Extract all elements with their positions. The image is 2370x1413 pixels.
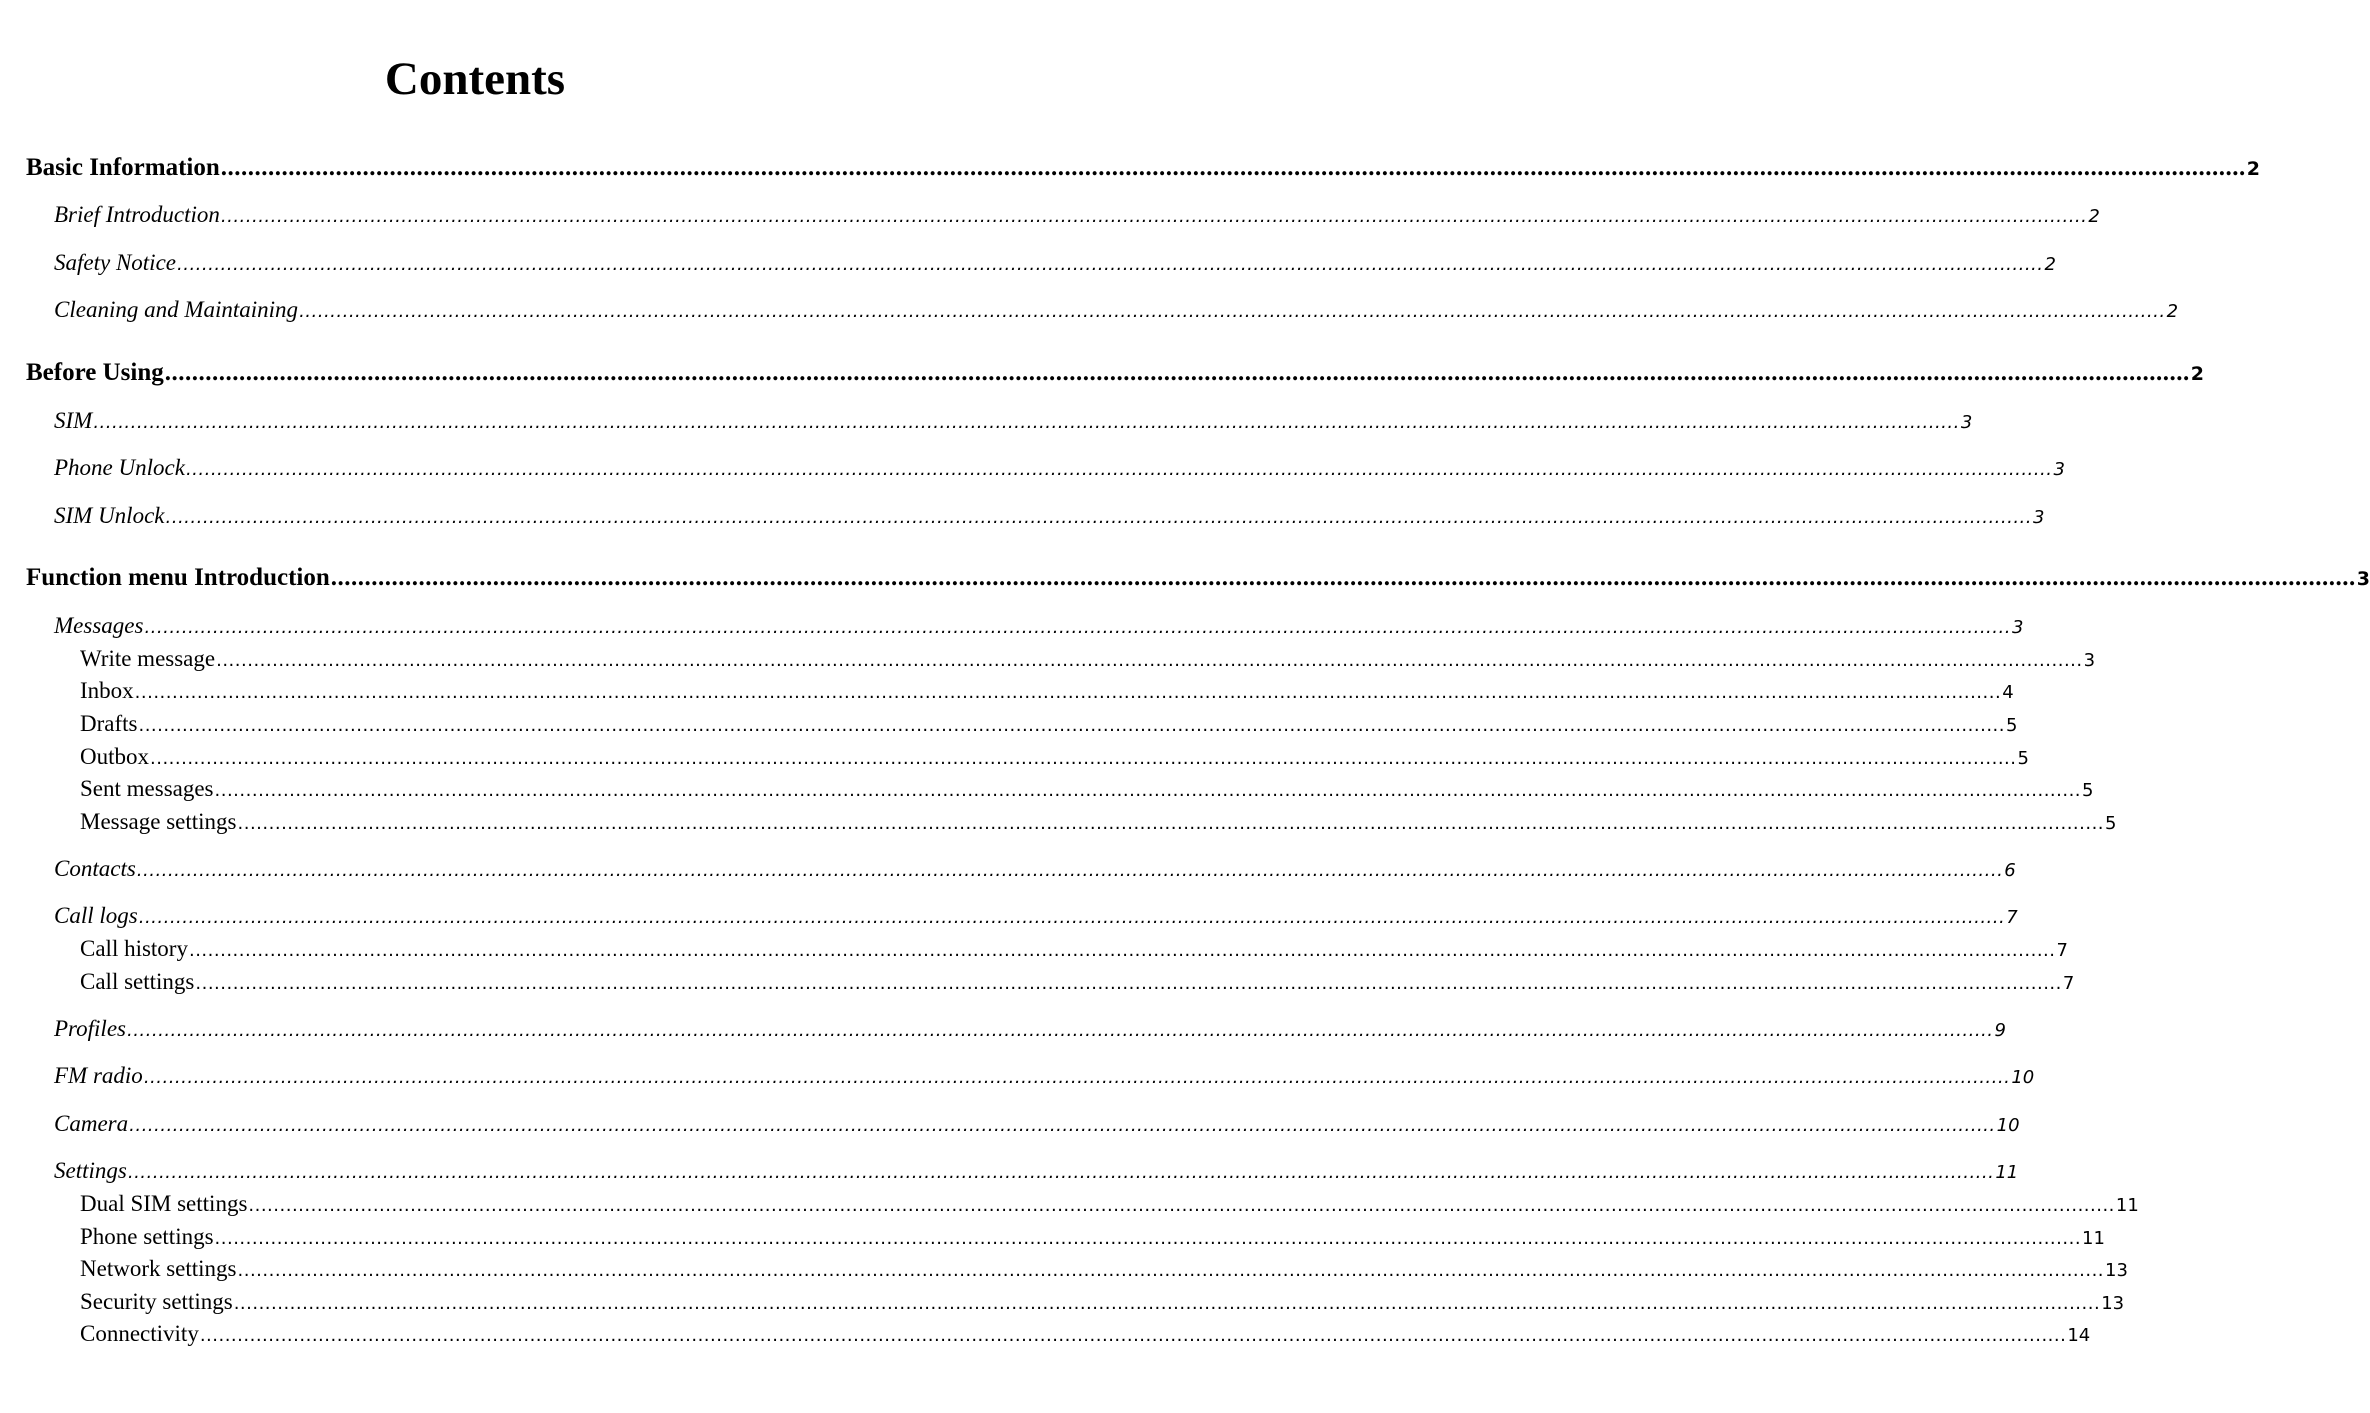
dot-leader: ............................................................................................................................................................................................................................................................................................................: [237, 1260, 2105, 1281]
dot-leader: ............................................................................................................................................................................................................................................................................................................: [237, 813, 2105, 834]
toc-entry-page: 2: [2190, 363, 2204, 385]
toc-entry[interactable]: [54, 903, 2018, 929]
toc-entry-label: Messages: [54, 613, 144, 638]
toc-entry[interactable]: [80, 711, 2018, 737]
toc-entry[interactable]: [54, 250, 2056, 276]
toc-entry-label: Sent messages: [80, 776, 214, 801]
toc-entry-page: 10: [2011, 1067, 2035, 1088]
toc-entry-label: Phone settings: [80, 1224, 214, 1249]
dot-leader: ............................................................................................................................................................................................................................................................................................................: [199, 1325, 2067, 1346]
toc-entry-label: Inbox: [80, 678, 134, 703]
dot-leader: ............................................................................................................................................................................................................................................................................................................: [144, 617, 2011, 638]
toc-entry[interactable]: [26, 359, 2204, 387]
toc-entry-label: Safety Notice: [54, 250, 176, 275]
toc-entry-page: 11: [2115, 1195, 2139, 1216]
dot-leader: ............................................................................................................................................................................................................................................................................................................: [233, 1293, 2101, 1314]
dot-leader: ............................................................................................................................................................................................................................................................................................................: [93, 412, 1960, 433]
toc-entry-page: 3: [2053, 459, 2065, 480]
toc-entry-label: Write message: [80, 646, 216, 671]
dot-leader: ............................................................................................................................................................................................................................................................................................................: [164, 359, 2190, 386]
dot-leader: ............................................................................................................................................................................................................................................................................................................: [330, 564, 2356, 591]
toc-entry[interactable]: [80, 678, 2014, 704]
toc-entry-page: 4: [2002, 682, 2014, 703]
toc-entry[interactable]: [54, 202, 2100, 228]
toc-entry[interactable]: [80, 969, 2075, 995]
toc-entry[interactable]: [54, 1158, 2019, 1184]
toc-entry-label: Security settings: [80, 1289, 233, 1314]
dot-leader: ............................................................................................................................................................................................................................................................................................................: [299, 301, 2166, 322]
toc-entry[interactable]: [54, 503, 2045, 529]
toc-entry-label: Outbox: [80, 744, 149, 769]
toc-entry[interactable]: [54, 408, 1973, 434]
toc-entry-label: Profiles: [54, 1016, 126, 1041]
toc-entry-label: Cleaning and Maintaining: [54, 297, 299, 322]
dot-leader: ............................................................................................................................................................................................................................................................................................................: [220, 206, 2088, 227]
toc-entry-label: FM radio: [54, 1063, 143, 1088]
dot-leader: ............................................................................................................................................................................................................................................................................................................: [136, 860, 2004, 881]
toc-entry-label: Brief Introduction: [54, 202, 220, 227]
toc-entry-page: 3: [1960, 412, 1973, 433]
toc-entry-label: Settings: [54, 1158, 127, 1183]
toc-entry-page: 13: [2105, 1260, 2128, 1281]
toc-entry[interactable]: [80, 646, 2096, 672]
toc-entry[interactable]: [80, 936, 2068, 962]
toc-entry-page: 2: [2044, 254, 2056, 275]
toc-entry-page: 6: [2004, 860, 2016, 881]
toc-entry-page: 11: [2082, 1228, 2105, 1249]
dot-leader: ............................................................................................................................................................................................................................................................................................................: [138, 715, 2005, 736]
toc-entry[interactable]: [54, 297, 2179, 323]
toc-entry[interactable]: [54, 455, 2065, 481]
toc-entry[interactable]: [80, 1289, 2125, 1315]
toc-entry-label: Contacts: [54, 856, 136, 881]
toc-entry-page: 2: [2166, 301, 2179, 322]
dot-leader: ............................................................................................................................................................................................................................................................................................................: [216, 650, 2083, 671]
dot-leader: ............................................................................................................................................................................................................................................................................................................: [143, 1067, 2011, 1088]
toc-entry-label: Phone Unlock: [54, 455, 185, 480]
toc-entry-page: 5: [2006, 715, 2018, 736]
toc-entry[interactable]: [80, 1256, 2128, 1282]
toc-entry-label: Network settings: [80, 1256, 237, 1281]
toc-entry[interactable]: [54, 856, 2016, 882]
dot-leader: ............................................................................................................................................................................................................................................................................................................: [127, 1162, 1995, 1183]
toc-entry[interactable]: [54, 613, 2024, 639]
toc-entry-page: 9: [1994, 1020, 2006, 1041]
toc-entry-label: Call logs: [54, 903, 138, 928]
toc-entry-label: Basic Information: [26, 154, 220, 181]
toc-entry-page: 3: [2011, 617, 2024, 638]
toc-entry-label: Call settings: [80, 969, 195, 994]
page-title: Contents: [384, 53, 566, 105]
toc-entry[interactable]: [80, 1191, 2139, 1217]
toc-entry-page: 5: [2017, 748, 2029, 769]
toc-entry-page: 7: [2056, 940, 2068, 961]
dot-leader: ............................................................................................................................................................................................................................................................................................................: [150, 748, 2017, 769]
toc-entry-label: Before Using: [26, 359, 164, 386]
toc-entry-page: 5: [2082, 780, 2094, 801]
toc-entry-label: Camera: [54, 1111, 129, 1136]
toc-entry[interactable]: [54, 1111, 2020, 1137]
toc-entry-page: 13: [2101, 1293, 2125, 1314]
toc-entry[interactable]: [26, 154, 2260, 182]
toc-entry-label: Message settings: [80, 809, 237, 834]
toc-entry-page: 3: [2033, 507, 2045, 528]
toc-entry-label: Call history: [80, 936, 188, 961]
toc-entry[interactable]: [54, 1016, 2006, 1042]
dot-leader: ............................................................................................................................................................................................................................................................................................................: [165, 507, 2033, 528]
toc-entry[interactable]: [80, 776, 2094, 802]
dot-leader: ............................................................................................................................................................................................................................................................................................................: [214, 1228, 2082, 1249]
toc-entry-page: 11: [1995, 1162, 2019, 1183]
toc-entry[interactable]: [54, 1063, 2035, 1089]
toc-entry-page: 10: [1996, 1115, 2020, 1136]
toc-entry[interactable]: [80, 744, 2029, 770]
toc-entry-page: 5: [2105, 813, 2117, 834]
toc-entry-label: Function menu Introduction: [26, 564, 330, 591]
toc-entry-page: 3: [2083, 650, 2096, 671]
dot-leader: ............................................................................................................................................................................................................................................................................................................: [195, 973, 2062, 994]
dot-leader: ............................................................................................................................................................................................................................................................................................................: [126, 1020, 1994, 1041]
toc-entry[interactable]: [80, 1321, 2091, 1347]
toc-entry-page: 2: [2246, 158, 2260, 180]
toc-entry-label: Connectivity: [80, 1321, 199, 1346]
toc-entry-label: Drafts: [80, 711, 138, 736]
toc-entry-label: Dual SIM settings: [80, 1191, 248, 1216]
dot-leader: ............................................................................................................................................................................................................................................................................................................: [134, 682, 2002, 703]
toc-entry[interactable]: [80, 1224, 2105, 1250]
toc-entry[interactable]: [26, 564, 2370, 592]
dot-leader: ............................................................................................................................................................................................................................................................................................................: [220, 154, 2246, 181]
toc-entry[interactable]: [80, 809, 2117, 835]
dot-leader: ............................................................................................................................................................................................................................................................................................................: [177, 254, 2044, 275]
dot-leader: ............................................................................................................................................................................................................................................................................................................: [185, 459, 2053, 480]
toc-entry-label: SIM Unlock: [54, 503, 165, 528]
dot-leader: ............................................................................................................................................................................................................................................................................................................: [214, 780, 2082, 801]
toc-entry-page: 3: [2356, 568, 2370, 590]
dot-leader: ............................................................................................................................................................................................................................................................................................................: [188, 940, 2056, 961]
dot-leader: ............................................................................................................................................................................................................................................................................................................: [248, 1195, 2115, 1216]
toc-entry-page: 14: [2067, 1325, 2091, 1346]
dot-leader: ............................................................................................................................................................................................................................................................................................................: [129, 1115, 1996, 1136]
toc-entry-page: 2: [2088, 206, 2100, 227]
toc-entry-page: 7: [2062, 973, 2075, 994]
toc-entry-label: SIM: [54, 408, 93, 433]
toc-entry-page: 7: [2006, 907, 2018, 928]
dot-leader: ............................................................................................................................................................................................................................................................................................................: [138, 907, 2006, 928]
